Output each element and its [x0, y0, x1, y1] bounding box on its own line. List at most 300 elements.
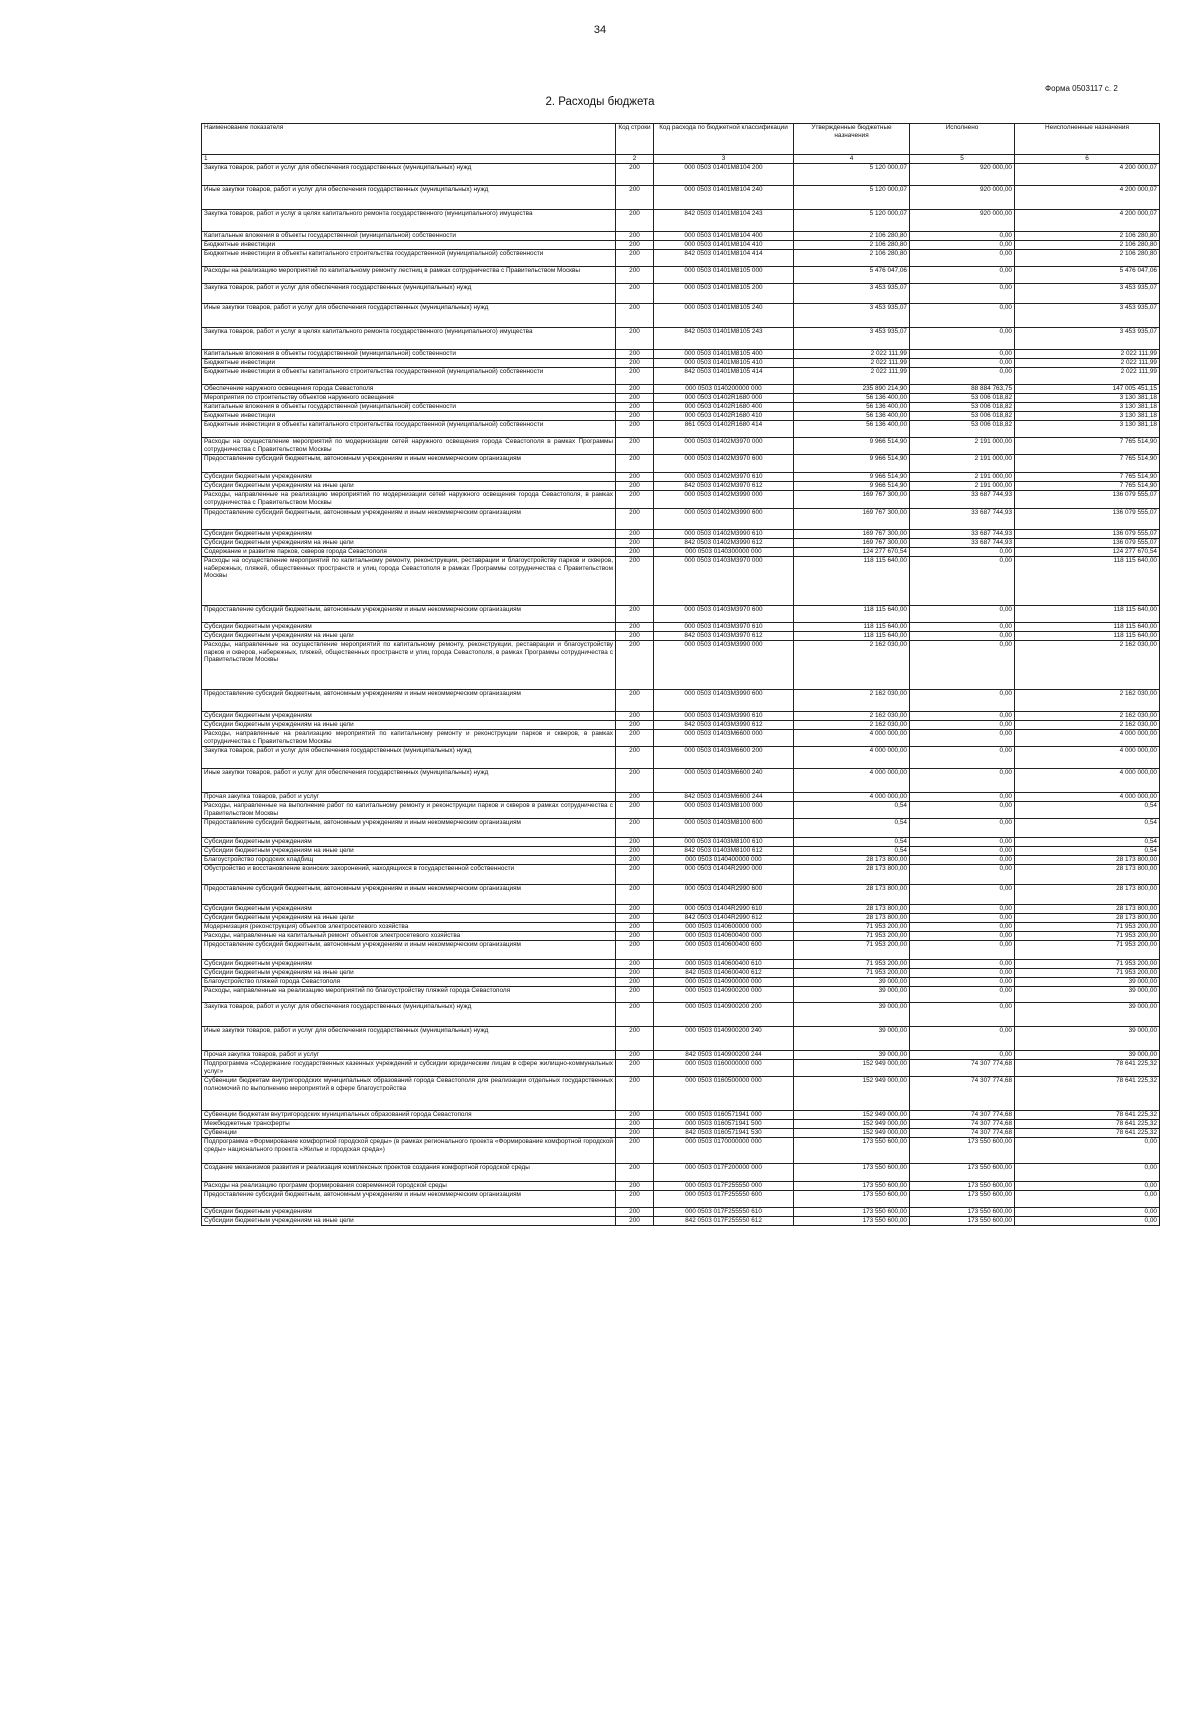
table-row [202, 1051, 1160, 1060]
row-line-code: 200 [616, 632, 654, 641]
row-line-code: 200 [616, 747, 654, 769]
row-remaining: 0,00 [1015, 1138, 1160, 1164]
row-name: Предоставление субсидий бюджетным, автономным учреждениям и иным некоммерческим организациям [202, 941, 616, 960]
row-budget-code: 000 0503 01401М8105 240 [654, 304, 794, 328]
row-approved: 173 550 600,00 [794, 1164, 910, 1182]
row-executed: 0,00 [910, 923, 1015, 932]
row-remaining: 2 162 030,00 [1015, 641, 1160, 690]
row-budget-code: 000 0503 01402М3990 000 [654, 491, 794, 509]
column-number: 4 [794, 155, 910, 164]
table-row [202, 941, 1160, 960]
table-row [202, 769, 1160, 793]
row-executed: 0,00 [910, 350, 1015, 359]
row-budget-code: 000 0503 01403М6600 200 [654, 747, 794, 769]
row-executed: 0,00 [910, 819, 1015, 838]
row-line-code: 200 [616, 186, 654, 210]
column-number: 2 [616, 155, 654, 164]
row-budget-code: 842 0503 01403М3970 612 [654, 632, 794, 641]
row-remaining: 28 173 800,00 [1015, 905, 1160, 914]
row-approved: 118 115 640,00 [794, 623, 910, 632]
row-approved: 4 000 000,00 [794, 747, 910, 769]
row-budget-code: 000 0503 01403М6600 000 [654, 730, 794, 747]
row-executed: 0,00 [910, 623, 1015, 632]
row-budget-code: 000 0503 0140400000 000 [654, 856, 794, 865]
row-executed: 920 000,00 [910, 164, 1015, 186]
row-remaining: 71 953 200,00 [1015, 969, 1160, 978]
row-budget-code: 000 0503 01402R1680 000 [654, 394, 794, 403]
row-name: Расходы, направленные на капитальный ремонт объектов электросетевого хозяйства [202, 932, 616, 941]
row-budget-code: 000 0503 01403М3970 600 [654, 606, 794, 623]
table-row [202, 241, 1160, 250]
row-budget-code: 000 0503 01401М8105 000 [654, 267, 794, 284]
row-executed: 0,00 [910, 978, 1015, 987]
row-executed: 920 000,00 [910, 210, 1015, 232]
row-approved: 9 966 514,90 [794, 455, 910, 473]
row-executed: 2 191 000,00 [910, 455, 1015, 473]
column-number: 5 [910, 155, 1015, 164]
row-budget-code: 842 0503 0140900200 244 [654, 1051, 794, 1060]
table-row [202, 1111, 1160, 1120]
row-remaining: 3 130 381,18 [1015, 394, 1160, 403]
row-executed: 0,00 [910, 885, 1015, 905]
table-row [202, 385, 1160, 394]
table-row [202, 690, 1160, 712]
table-row [202, 403, 1160, 412]
row-remaining: 4 000 000,00 [1015, 730, 1160, 747]
table-row [202, 164, 1160, 186]
row-line-code: 200 [616, 941, 654, 960]
row-approved: 169 767 300,00 [794, 491, 910, 509]
row-remaining: 3 130 381,18 [1015, 421, 1160, 438]
row-approved: 152 949 000,00 [794, 1060, 910, 1077]
table-row [202, 819, 1160, 838]
row-remaining: 7 765 514,90 [1015, 455, 1160, 473]
table-row [202, 1164, 1160, 1182]
row-approved: 2 106 280,80 [794, 241, 910, 250]
row-executed: 53 006 018,82 [910, 403, 1015, 412]
row-budget-code: 000 0503 0170000000 000 [654, 1138, 794, 1164]
row-name: Субсидии бюджетным учреждениям на иные цели [202, 1217, 616, 1226]
row-executed: 74 307 774,68 [910, 1129, 1015, 1138]
table-row [202, 914, 1160, 923]
row-approved: 39 000,00 [794, 1027, 910, 1051]
row-budget-code: 000 0503 01403М3990 000 [654, 641, 794, 690]
row-name: Субсидии бюджетным учреждениям [202, 905, 616, 914]
row-line-code: 200 [616, 1120, 654, 1129]
row-name: Предоставление субсидий бюджетным, автономным учреждениям и иным некоммерческим организациям [202, 509, 616, 530]
row-line-code: 200 [616, 819, 654, 838]
table-row [202, 1060, 1160, 1077]
row-line-code: 200 [616, 978, 654, 987]
row-line-code: 200 [616, 267, 654, 284]
row-budget-code: 842 0503 01401М8105 243 [654, 328, 794, 350]
row-name: Расходы, направленные на выполнение работ по капитальному ремонту и реконструкции парков и скверов в рамках сотрудничества с Правительством Москвы [202, 802, 616, 819]
row-line-code: 200 [616, 1182, 654, 1191]
row-executed: 0,00 [910, 690, 1015, 712]
row-executed: 53 006 018,82 [910, 412, 1015, 421]
table-row [202, 856, 1160, 865]
row-budget-code: 000 0503 017F255550 610 [654, 1208, 794, 1217]
row-remaining: 0,00 [1015, 1217, 1160, 1226]
row-approved: 5 476 047,06 [794, 267, 910, 284]
row-executed: 0,00 [910, 847, 1015, 856]
table-row [202, 1217, 1160, 1226]
row-executed: 173 550 600,00 [910, 1182, 1015, 1191]
row-remaining: 0,54 [1015, 802, 1160, 819]
row-name: Капитальные вложения в объекты государственной (муниципальной) собственности [202, 350, 616, 359]
row-name: Расходы на осуществление мероприятий по капитальному ремонту, реконструкции, реставрации и благоустройству парков и скверов, набережных, пляжей, общественных пространств и улиц города Севастополя в рамках Программы сотрудничества с Правительством Москвы [202, 557, 616, 606]
row-executed: 0,00 [910, 730, 1015, 747]
row-line-code: 200 [616, 932, 654, 941]
row-remaining: 4 200 000,07 [1015, 186, 1160, 210]
column-number: 3 [654, 155, 794, 164]
row-name: Предоставление субсидий бюджетным, автономным учреждениям и иным некоммерческим организациям [202, 885, 616, 905]
row-remaining: 136 079 555,07 [1015, 509, 1160, 530]
row-budget-code: 000 0503 01403М8100 610 [654, 838, 794, 847]
row-approved: 71 953 200,00 [794, 932, 910, 941]
table-row [202, 865, 1160, 885]
row-approved: 2 106 280,80 [794, 232, 910, 241]
row-line-code: 200 [616, 284, 654, 304]
row-executed: 0,00 [910, 769, 1015, 793]
table-row [202, 1208, 1160, 1217]
row-approved: 2 106 280,80 [794, 250, 910, 267]
row-executed: 33 687 744,93 [910, 530, 1015, 539]
row-approved: 71 953 200,00 [794, 923, 910, 932]
row-budget-code: 000 0503 0140900200 200 [654, 1003, 794, 1027]
row-remaining: 71 953 200,00 [1015, 932, 1160, 941]
row-budget-code: 000 0503 0140200000 000 [654, 385, 794, 394]
row-approved: 56 136 400,00 [794, 403, 910, 412]
row-executed: 0,00 [910, 941, 1015, 960]
row-line-code: 200 [616, 1208, 654, 1217]
row-name: Капитальные вложения в объекты государственной (муниципальной) собственности [202, 232, 616, 241]
row-executed: 0,00 [910, 987, 1015, 1003]
row-approved: 56 136 400,00 [794, 421, 910, 438]
row-approved: 173 550 600,00 [794, 1191, 910, 1208]
row-approved: 152 949 000,00 [794, 1111, 910, 1120]
table-row [202, 1138, 1160, 1164]
row-executed: 0,00 [910, 548, 1015, 557]
row-name: Бюджетные инвестиции [202, 412, 616, 421]
row-budget-code: 000 0503 01404R2990 600 [654, 885, 794, 905]
row-approved: 118 115 640,00 [794, 632, 910, 641]
row-approved: 56 136 400,00 [794, 412, 910, 421]
row-remaining: 39 000,00 [1015, 987, 1160, 1003]
row-name: Иные закупки товаров, работ и услуг для обеспечения государственных (муниципальных) нужд [202, 1027, 616, 1051]
row-line-code: 200 [616, 1111, 654, 1120]
row-remaining: 5 476 047,06 [1015, 267, 1160, 284]
row-executed: 74 307 774,68 [910, 1111, 1015, 1120]
table-body [202, 164, 1160, 1226]
row-name: Субсидии бюджетным учреждениям [202, 623, 616, 632]
row-remaining: 7 765 514,90 [1015, 438, 1160, 455]
column-number-row [202, 155, 1160, 164]
row-budget-code: 000 0503 0140900200 000 [654, 987, 794, 1003]
row-line-code: 200 [616, 164, 654, 186]
row-name: Обеспечение наружного освещения города Севастополя [202, 385, 616, 394]
row-budget-code: 842 0503 01403М8100 612 [654, 847, 794, 856]
row-approved: 5 120 000,07 [794, 186, 910, 210]
row-executed: 0,00 [910, 960, 1015, 969]
row-line-code: 200 [616, 960, 654, 969]
table-row [202, 932, 1160, 941]
row-remaining: 3 453 935,07 [1015, 328, 1160, 350]
table-row [202, 905, 1160, 914]
row-budget-code: 000 0503 01403М3970 610 [654, 623, 794, 632]
row-name: Предоставление субсидий бюджетным, автономным учреждениям и иным некоммерческим организациям [202, 455, 616, 473]
table-row [202, 632, 1160, 641]
row-approved: 173 550 600,00 [794, 1138, 910, 1164]
row-executed: 0,00 [910, 1051, 1015, 1060]
row-approved: 39 000,00 [794, 987, 910, 1003]
row-remaining: 136 079 555,07 [1015, 491, 1160, 509]
row-remaining: 136 079 555,07 [1015, 530, 1160, 539]
row-approved: 0,54 [794, 847, 910, 856]
row-remaining: 2 022 111,99 [1015, 368, 1160, 385]
row-budget-code: 000 0503 0140600000 000 [654, 923, 794, 932]
table-row [202, 1027, 1160, 1051]
table-row [202, 267, 1160, 284]
column-header-approved: Утвержденные бюджетные назначения [794, 124, 910, 155]
row-executed: 0,00 [910, 905, 1015, 914]
table-row [202, 250, 1160, 267]
row-remaining: 2 162 030,00 [1015, 721, 1160, 730]
row-remaining: 28 173 800,00 [1015, 885, 1160, 905]
row-remaining: 3 130 381,18 [1015, 412, 1160, 421]
row-name: Расходы, направленные на реализацию мероприятий по модернизации сетей наружного освещения города Севастополя, в рамках сотрудничества с Правительством Москвы [202, 491, 616, 509]
row-remaining: 4 000 000,00 [1015, 769, 1160, 793]
row-line-code: 200 [616, 1027, 654, 1051]
row-approved: 173 550 600,00 [794, 1217, 910, 1226]
row-budget-code: 000 0503 0160000000 000 [654, 1060, 794, 1077]
row-executed: 0,00 [910, 969, 1015, 978]
row-line-code: 200 [616, 769, 654, 793]
row-approved: 4 000 000,00 [794, 769, 910, 793]
column-number: 6 [1015, 155, 1160, 164]
column-number: 1 [202, 155, 616, 164]
row-budget-code: 000 0503 01401М8104 240 [654, 186, 794, 210]
row-line-code: 200 [616, 232, 654, 241]
row-name: Капитальные вложения в объекты государственной (муниципальной) собственности [202, 403, 616, 412]
row-line-code: 200 [616, 539, 654, 548]
row-line-code: 200 [616, 403, 654, 412]
row-budget-code: 000 0503 0140600400 000 [654, 932, 794, 941]
table-row [202, 394, 1160, 403]
row-budget-code: 000 0503 01402М3990 600 [654, 509, 794, 530]
table-row [202, 1120, 1160, 1129]
row-executed: 0,00 [910, 932, 1015, 941]
row-approved: 235 890 214,90 [794, 385, 910, 394]
table-row [202, 232, 1160, 241]
row-remaining: 2 106 280,80 [1015, 241, 1160, 250]
row-line-code: 200 [616, 865, 654, 885]
row-budget-code: 000 0503 01401М8105 200 [654, 284, 794, 304]
row-line-code: 200 [616, 368, 654, 385]
row-budget-code: 842 0503 01402М3970 612 [654, 482, 794, 491]
table-row [202, 712, 1160, 721]
row-remaining: 0,00 [1015, 1182, 1160, 1191]
row-name: Субсидии бюджетным учреждениям на иные цели [202, 721, 616, 730]
row-approved: 9 966 514,90 [794, 482, 910, 491]
row-remaining: 78 641 225,32 [1015, 1077, 1160, 1111]
row-line-code: 200 [616, 721, 654, 730]
row-remaining: 2 162 030,00 [1015, 690, 1160, 712]
table-row [202, 721, 1160, 730]
table-row [202, 838, 1160, 847]
row-executed: 0,00 [910, 793, 1015, 802]
row-remaining: 118 115 640,00 [1015, 632, 1160, 641]
row-budget-code: 000 0503 01402R1680 410 [654, 412, 794, 421]
row-name: Мероприятия по строительству объектов наружного освещения [202, 394, 616, 403]
row-line-code: 200 [616, 557, 654, 606]
row-name: Иные закупки товаров, работ и услуг для обеспечения государственных (муниципальных) нужд [202, 304, 616, 328]
row-budget-code: 000 0503 0140600400 600 [654, 941, 794, 960]
row-remaining: 78 641 225,32 [1015, 1060, 1160, 1077]
row-name: Расходы на осуществление мероприятий по модернизации сетей наружного освещения города Севастополя в рамках Программы сотрудничества с Правительством Москвы [202, 438, 616, 455]
row-remaining: 39 000,00 [1015, 1051, 1160, 1060]
row-name: Субсидии бюджетным учреждениям на иные цели [202, 539, 616, 548]
row-name: Расходы на реализацию мероприятий по капитальному ремонту лестниц в рамках сотрудничества с Правительством Москвы [202, 267, 616, 284]
row-line-code: 200 [616, 1217, 654, 1226]
row-remaining: 0,54 [1015, 819, 1160, 838]
table-row [202, 1182, 1160, 1191]
row-line-code: 200 [616, 969, 654, 978]
table-row [202, 186, 1160, 210]
row-executed: 74 307 774,68 [910, 1060, 1015, 1077]
row-approved: 118 115 640,00 [794, 557, 910, 606]
row-line-code: 200 [616, 623, 654, 632]
row-line-code: 200 [616, 712, 654, 721]
table-row [202, 969, 1160, 978]
row-name: Субсидии бюджетным учреждениям на иные цели [202, 969, 616, 978]
row-executed: 88 884 763,75 [910, 385, 1015, 394]
row-remaining: 71 953 200,00 [1015, 960, 1160, 969]
row-approved: 28 173 800,00 [794, 856, 910, 865]
row-name: Обустройство и восстановление воинских захоронений, находящихся в государственной собственности [202, 865, 616, 885]
row-approved: 2 162 030,00 [794, 721, 910, 730]
row-remaining: 0,00 [1015, 1208, 1160, 1217]
row-budget-code: 000 0503 01403М3990 600 [654, 690, 794, 712]
row-approved: 9 966 514,90 [794, 438, 910, 455]
row-budget-code: 842 0503 01404R2990 612 [654, 914, 794, 923]
row-budget-code: 842 0503 0160571941 530 [654, 1129, 794, 1138]
table-row [202, 368, 1160, 385]
row-name: Межбюджетные трансферты [202, 1120, 616, 1129]
row-executed: 0,00 [910, 241, 1015, 250]
row-line-code: 200 [616, 359, 654, 368]
row-line-code: 200 [616, 690, 654, 712]
row-budget-code: 842 0503 01401М8104 414 [654, 250, 794, 267]
row-executed: 0,00 [910, 359, 1015, 368]
row-budget-code: 842 0503 0140600400 612 [654, 969, 794, 978]
table-row [202, 539, 1160, 548]
row-approved: 2 022 111,99 [794, 359, 910, 368]
row-budget-code: 000 0503 01401М8104 410 [654, 241, 794, 250]
row-remaining: 2 162 030,00 [1015, 712, 1160, 721]
row-remaining: 136 079 555,07 [1015, 539, 1160, 548]
table-row [202, 978, 1160, 987]
row-name: Субвенции бюджетам внутригородских муниципальных образований города Севастополя для реализации отдельных государственных полномочий по выполнению мероприятий в сфере благоустройства [202, 1077, 616, 1111]
table-row [202, 284, 1160, 304]
row-executed: 173 550 600,00 [910, 1191, 1015, 1208]
row-executed: 2 191 000,00 [910, 438, 1015, 455]
row-name: Прочая закупка товаров, работ и услуг [202, 1051, 616, 1060]
row-approved: 169 767 300,00 [794, 530, 910, 539]
row-executed: 0,00 [910, 368, 1015, 385]
row-name: Расходы, направленные на реализацию мероприятий по благоустройству пляжей города Севастополя [202, 987, 616, 1003]
row-approved: 3 453 935,07 [794, 328, 910, 350]
row-name: Закупка товаров, работ и услуг для обеспечения государственных (муниципальных) нужд [202, 164, 616, 186]
row-approved: 71 953 200,00 [794, 969, 910, 978]
row-name: Бюджетные инвестиции в объекты капитального строительства государственной (муниципальной) собственности [202, 421, 616, 438]
column-header-remaining: Неисполненные назначения [1015, 124, 1160, 155]
table-row [202, 885, 1160, 905]
row-executed: 920 000,00 [910, 186, 1015, 210]
row-approved: 4 000 000,00 [794, 730, 910, 747]
row-executed: 2 191 000,00 [910, 482, 1015, 491]
row-line-code: 200 [616, 914, 654, 923]
row-executed: 0,00 [910, 606, 1015, 623]
table-row [202, 1003, 1160, 1027]
row-line-code: 200 [616, 1060, 654, 1077]
row-name: Расходы, направленные на осуществление мероприятий по капитальному ремонту, реконструкции, реставрации и благоустройству парков и скверов, набережных, пляжей, общественных пространств и улиц города Севастополя, в рамках Программы сотрудничества с Правительством Москвы [202, 641, 616, 690]
row-budget-code: 000 0503 0140900200 240 [654, 1027, 794, 1051]
row-approved: 2 022 111,99 [794, 350, 910, 359]
row-remaining: 2 022 111,99 [1015, 350, 1160, 359]
row-name: Бюджетные инвестиции в объекты капитального строительства государственной (муниципальной) собственности [202, 368, 616, 385]
row-remaining: 118 115 640,00 [1015, 606, 1160, 623]
row-approved: 28 173 800,00 [794, 905, 910, 914]
row-remaining: 28 173 800,00 [1015, 865, 1160, 885]
table-row [202, 350, 1160, 359]
row-approved: 152 949 000,00 [794, 1120, 910, 1129]
row-executed: 53 006 018,82 [910, 394, 1015, 403]
row-budget-code: 000 0503 0160571941 000 [654, 1111, 794, 1120]
table-row [202, 359, 1160, 368]
row-name: Иные закупки товаров, работ и услуг для обеспечения государственных (муниципальных) нужд [202, 769, 616, 793]
row-remaining: 78 641 225,32 [1015, 1120, 1160, 1129]
row-line-code: 200 [616, 438, 654, 455]
row-line-code: 200 [616, 1077, 654, 1111]
row-remaining: 71 953 200,00 [1015, 923, 1160, 932]
row-name: Расходы на реализацию программ формирования современной городской среды [202, 1182, 616, 1191]
row-executed: 0,00 [910, 721, 1015, 730]
table-row [202, 960, 1160, 969]
row-name: Закупка товаров, работ и услуг в целях капитального ремонта государственного (муниципального) имущества [202, 210, 616, 232]
row-name: Предоставление субсидий бюджетным, автономным учреждениям и иным некоммерческим организациям [202, 819, 616, 838]
row-name: Бюджетные инвестиции [202, 241, 616, 250]
row-name: Благоустройство пляжей города Севастополя [202, 978, 616, 987]
row-executed: 173 550 600,00 [910, 1208, 1015, 1217]
row-approved: 173 550 600,00 [794, 1182, 910, 1191]
row-line-code: 200 [616, 385, 654, 394]
row-executed: 173 550 600,00 [910, 1164, 1015, 1182]
row-name: Расходы, направленные на реализацию мероприятий по капитальному ремонту и реконструкции парков и скверов, в рамках сотрудничества с Правительством Москвы [202, 730, 616, 747]
row-name: Закупка товаров, работ и услуг для обеспечения государственных (муниципальных) нужд [202, 747, 616, 769]
row-budget-code: 000 0503 0160571941 500 [654, 1120, 794, 1129]
row-approved: 39 000,00 [794, 978, 910, 987]
row-line-code: 200 [616, 210, 654, 232]
row-executed: 0,00 [910, 712, 1015, 721]
row-remaining: 124 277 670,54 [1015, 548, 1160, 557]
row-budget-code: 000 0503 01403М8100 000 [654, 802, 794, 819]
row-approved: 2 162 030,00 [794, 712, 910, 721]
row-name: Субсидии бюджетным учреждениям на иные цели [202, 914, 616, 923]
row-line-code: 200 [616, 482, 654, 491]
row-name: Иные закупки товаров, работ и услуг для обеспечения государственных (муниципальных) нужд [202, 186, 616, 210]
row-executed: 0,00 [910, 856, 1015, 865]
